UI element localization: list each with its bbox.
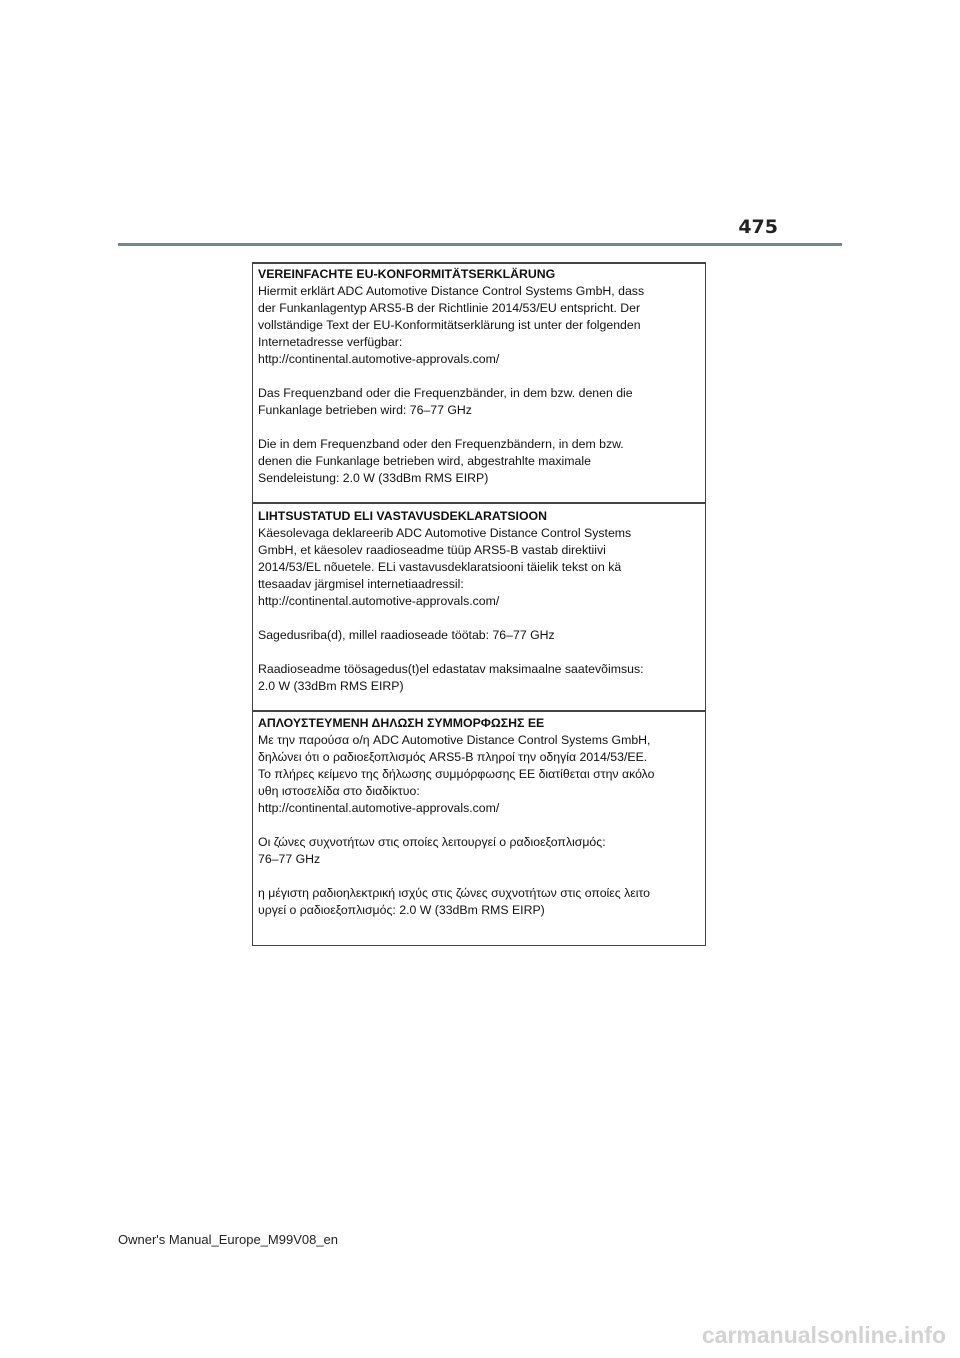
page-number: 475 [738,216,778,238]
text-line: Internetadresse verfügbar: [258,335,403,349]
section-german [258,266,705,487]
section-heading: LIHTSUSTATUD ELI VASTAVUSDEKLARATSIOON [258,509,547,523]
text-line: η μέγιστη ραδιοηλεκτρική ισχύς στις ζώνες συχνοτήτων στις οποίες λειτο [258,886,650,900]
footer-manual-id: Owner's Manual_Europe_M99V08_en [118,1232,339,1247]
text-line: Käesolevaga deklareerib ADC Automotive Distance Control Systems [258,526,632,540]
url-line: http://continental.automotive-approvals.com/ [258,594,500,608]
paragraph-gap [258,868,705,885]
section-heading: ΑΠΛΟΥΣΤΕΥΜΕΝΗ ΔΗΛΩΣΗ ΣΥΜΜΟΡΦΩΣΗΣ ΕΕ [258,716,545,730]
text-line: Funkanlage betrieben wird: 76–77 GHz [258,403,472,417]
text-line: Sagedusriba(d), millel raadioseade töötab: 76–77 GHz [258,628,555,642]
text-line: Οι ζώνες συχνοτήτων στις οποίες λειτουργεί ο ραδιοεξοπλισμός: [258,835,606,849]
text-line: Die in dem Frequenzband oder den Frequenzbändern, in dem bzw. [258,437,624,451]
text-line: ttesaadav järgmisel internetiaadressil: [258,577,464,591]
section-divider [253,710,705,712]
text-line: der Funkanlagentyp ARS5-B der Richtlinie 2014/53/EU entspricht. Der [258,301,641,315]
paragraph-gap [258,610,705,627]
watermark: carmanualsonline.info [701,1322,946,1348]
text-line: δηλώνει ότι ο ραδιοεξοπλισμός ARS5-B πληροί την οδηγία 2014/53/ΕΕ. [258,750,648,764]
text-line: 76–77 GHz [258,852,321,866]
text-line: Das Frequenzband oder die Frequenzbänder, in dem bzw. denen die [258,386,633,400]
scan-bottom-border [253,945,705,947]
text-line: Hiermit erklärt ADC Automotive Distance Control Systems GmbH, dass [258,284,645,298]
paragraph-gap [258,644,705,661]
scan-top-border [253,262,705,264]
url-line: http://continental.automotive-approvals.com/ [258,352,500,366]
text-line: Sendeleistung: 2.0 W (33dBm RMS EIRP) [258,471,489,485]
text-line: 2014/53/EL nõuetele. ELi vastavusdeklaratsiooni täielik tekst on kä [258,560,622,574]
section-greek [258,715,705,919]
text-line: 2.0 W (33dBm RMS EIRP) [258,679,404,693]
text-line: denen die Funkanlage betrieben wird, abgestrahlte maximale [258,454,591,468]
paragraph-gap [258,368,705,385]
header-rule [118,243,842,246]
text-line: Με την παρούσα ο/η ADC Automotive Distance Control Systems GmbH, [258,733,651,747]
section-estonian [258,508,705,695]
text-line: υθη ιστοσελίδα στο διαδίκτυο: [258,784,420,798]
url-line: http://continental.automotive-approvals.com/ [258,801,500,815]
paragraph-gap [258,419,705,436]
paragraph-gap [258,817,705,834]
section-divider [253,502,705,504]
section-heading: VEREINFACHTE EU-KONFORMITÄTSERKLÄRUNG [258,267,556,281]
text-line: vollständige Text der EU-Konformitätserklärung ist unter der folgenden [258,318,641,332]
text-line: GmbH, et käesolev raadioseadme tüüp ARS5-B vastab direktiivi [258,543,606,557]
text-line: υργεί ο ραδιοεξοπλισμός: 2.0 W (33dBm RMS EIRP) [258,903,545,917]
declaration-scan [252,262,706,946]
text-line: Raadioseadme töösagedus(t)el edastatav maksimaalne saatevõimsus: [258,662,644,676]
text-line: Το πλήρες κείμενο της δήλωσης συμμόρφωσης ΕΕ διατίθεται στην ακόλο [258,767,655,781]
